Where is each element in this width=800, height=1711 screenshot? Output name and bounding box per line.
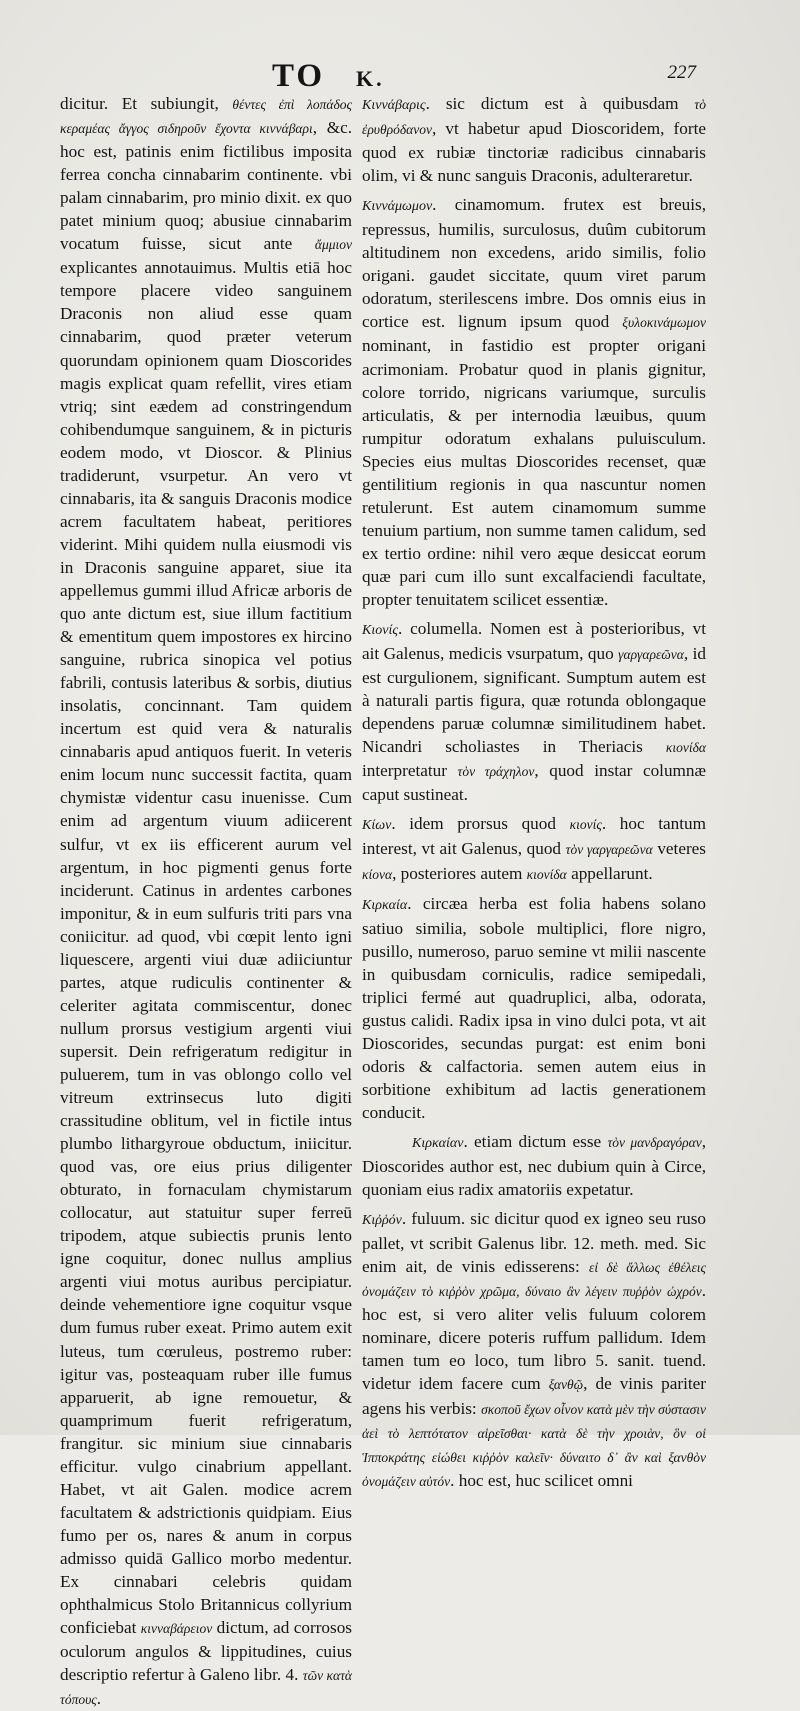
headword: Κιννάμωμον bbox=[362, 199, 433, 215]
greek-quotation: κιονίδα bbox=[526, 866, 567, 882]
lexicon-entry bbox=[362, 1130, 706, 1201]
headword: Κιρκαία bbox=[362, 897, 408, 913]
latin-text: interpretatur bbox=[362, 761, 458, 781]
latin-text: , &c. hoc est, patinis enim fictilibus imposita ferrea concha cinnabarim continente. vbi palam cinnabarim, pro minio dixit. ex quo patet minium quoq; abusiue cinnabarim vocatum fuisse, sicut ante bbox=[60, 118, 352, 254]
latin-text: . hoc est, si vero aliter velis fuluum colorem nominare, dicere poteris ruffum pallidum. Idem tamen tum eo loco, tum libro 5. sanit. tuend. videtur idem facere cum bbox=[362, 1281, 706, 1394]
latin-text: explicantes annotauimus. Multis etiā hoc tempore placere video sanguinem Draconis non aliud esse quam cinnabarim, quod præter veterum quorundam opinionem quam Dioscorides magis explicat quam refellit, vires etiam vtriq; sint eædem ad constringendum cohibendumque sanguinem, & in picturis eodem modo, vt Dioscor. & Plinius tradiderunt, vsurpetur. An vero vt cinnabaris, ita & sanguis Draconis modice acrem facultatem habeat, peritiores viderint. Mihi quidem nulla eiusmodi vis in Draconis sanguine apparet, siue ita appellemus gummi illud Africæ arboris de quo ante dictum est, siue illum factitium & ementitum quem impostores ex hircino sanguine, rubrica sinopica vel potius fabrili, contusis lateribus & sorbis, diutius insolatis, concinnant. Tam quidem incertum est quid vera & naturalis cinnabaris apud antiquos fuerit. In veteris enim locum nunc successit factita, quam chymistæ videntur casu inuenisse. Cum enim ad argentum viuum adiicerent sulfur, vt ex iis efficerent aurum vel argentum, in hoc pigmenti genus forte inciderunt. Catinus in ardentes carbones imponitur, & in eum sulfuris triti pars vna coniicitur. ad quod, vbi cœpit lento igni liquescere, argenti viui duæ adiiciuntur partes, atque rudiculis continenter & celeriter agitata commiscentur, donec nullum prorsus vestigium argenti viui supersit. Dein refrigeratum redigitur in puluerem, tum in vas oblongo collo vel vitreum extrinsecus luto digiti crassitudine oblitum, vel in fictile intus plumbo lithargyroue obductum, iniicitur. quod vas, ore eius prius diligenter obturato, in fornaculam chymistarum collocatur, aut statuitur super ferreū tripodem, atque subiectis prunis lento igne coquitur, donec nullus amplius argenti viui motus auribus percipiatur. deinde vehementiore igne coquitur vsque dum fumus ruber exeat. Primo autem exit luteus, tum cœruleus, postremo ruber: igitur vas, posteaquam ruber ille fumus apparuerit, ab igne remouetur, & quamprimum fuerit refrigeratum, frangitur. sic minium siue cinnabaris efficitur. vulgo cinabrium appellant. Habet, vt ait Galen. modice acrem facultatem & adstrictionis quidpiam. Eius fumo per os, nares & anum in corpus admisso quidā Gallico morbo medentur. Ex cinnabari celebris quidam ophthalmicus Stolo Britannicus collyrium conficiebat bbox=[60, 258, 352, 1638]
latin-text: veteres bbox=[652, 839, 706, 859]
latin-text: , vt habetur apud Dioscoridem, forte quod ex rubiæ tinctoriæ radicibus cinnabaris olim, vi & nunc sanguis Draconis, adulteraretur. bbox=[362, 119, 706, 186]
latin-text: . cinamomum. frutex est breuis, repressus, humilis, surculosus, duûm cubitorum altitudinem non excedens, arido similis, folio origani. gaudet siccitate, quum viret parum odoratum, sterilescens imbre. Dos omnis eius in cortice est. lignum ipsum quod bbox=[362, 195, 706, 332]
greek-quotation: τὸν γαργαρεῶνα bbox=[565, 842, 653, 858]
greek-quotation: τὸν μανδραγόραν bbox=[607, 1135, 702, 1151]
latin-text: dicitur. Et subiungit, bbox=[60, 94, 233, 113]
lexicon-entry bbox=[362, 812, 706, 885]
latin-text: . sic dictum est à quibusdam bbox=[425, 94, 695, 113]
lexicon-entry bbox=[362, 1207, 706, 1493]
latin-text: . columella. Nomen est à posterioribus, vt ait Galenus, medicis vsurpatum, quo bbox=[362, 619, 706, 664]
latin-text: , Dioscorides author est, nec dubium quin à Circe, quoniam eius radix amatoriis expetatur. bbox=[362, 1132, 706, 1200]
greek-quotation: σκοποῦ ἔχων οἶνον κατὰ μὲν τὴν σύστασιν ἀεὶ τὸ λεπτότατον αἱρεῖσθαι· κατὰ δὲ τὴν χροιὰν, ὃν οἱ Ἱπποκράτης εἰώθει κιῤῥὸν καλεῖν· δύναιτο δ᾽ ἂν καὶ ξανθὸν ὀνομάζειν αὐτόν bbox=[362, 1401, 706, 1489]
headword: Κίων bbox=[362, 818, 392, 834]
latin-text: , de vinis pariter agens his verbis: bbox=[362, 1374, 707, 1418]
lexicon-entry bbox=[362, 92, 706, 187]
greek-quotation: ξανθῷ bbox=[548, 1377, 584, 1393]
greek-quotation: τὸν τράχηλον bbox=[457, 764, 535, 780]
greek-quotation: κινναβάρειον bbox=[140, 1621, 213, 1637]
greek-quotation: κιονίδα bbox=[665, 740, 706, 756]
right-text-column bbox=[362, 92, 706, 1499]
latin-text: . fuluum. sic dicitur quod ex igneo seu ruso pallet, vt scribit Galenus libr. 12. meth. med. Sic enim ait, de vinis edisserens: bbox=[362, 1209, 706, 1277]
greek-quotation: τῶν κατὰ τόπους bbox=[60, 1668, 352, 1708]
latin-text: dictum, ad corrosos oculorum angulos & lippitudines, cuius descriptio refertur à Galeno libr. 4. bbox=[60, 1618, 352, 1685]
running-head-signature-mark: K. bbox=[356, 66, 385, 91]
latin-text: nominant, in fastidio est propter origani acrimoniam. Probatur quod in planis gignitur, colore torrido, nigricans variumque, surculis articulatis, & per internodia læuibus, quum rumpitur odoratum exhalans puluisculum. Species eius multas Dioscorides recenset, quæ gentilitium regionis in qua nascuntur nomen retulerunt. Est autem cinamomum summe tenuium partium, non summe tamen calidum, sed ex tertio ordine: nihil vero æque desiccat eorum quæ pari cum illo sunt excalfaciendi facultate, propter tenuitatem scilicet essentiæ. bbox=[362, 336, 706, 609]
page-number: 227 bbox=[667, 62, 696, 83]
lexicon-entry bbox=[362, 617, 706, 806]
latin-text: appellarunt. bbox=[566, 863, 653, 883]
lexicon-entry bbox=[362, 892, 706, 1124]
greek-quotation: ἄμμιον bbox=[314, 237, 352, 253]
headword: Κιονίς bbox=[362, 623, 399, 639]
greek-quotation: γαργαρεῶνα bbox=[618, 647, 684, 663]
latin-text: , posteriores autem bbox=[392, 863, 527, 883]
greek-quotation: κιονίς bbox=[569, 817, 602, 833]
headword: Κιῤῥόν bbox=[362, 1213, 402, 1229]
latin-text: . idem prorsus quod bbox=[391, 814, 570, 834]
latin-text: . hoc est, huc scilicet omni bbox=[450, 1470, 633, 1490]
running-head-left-mark: TO bbox=[272, 58, 326, 94]
latin-text: . circæa herba est folia habens solano satiuo similia, sobole multiplici, flore nigro, pusillo, numeroso, paruo semine vt milii nascente in quibusdam corniculis, radice semipedali, triplici fermé aut quadruplici, alba, odorata, gustus calidi. Radix ipsa in vino dulci pota, vt ait Dioscorides, secundas purgat: est enim boni odoris & calfactoria. semen autem eius in sorbitione exhibitum ad lactis generationem conducit. bbox=[362, 893, 706, 1122]
headword: Κιρκαίαν bbox=[412, 1136, 464, 1152]
latin-text: . bbox=[96, 1689, 102, 1709]
greek-quotation: ξυλοκινάμωμον bbox=[622, 315, 706, 331]
lexicon-entry bbox=[362, 193, 706, 611]
greek-quotation: εἰ δὲ ἄλλως ἐθέλεις ὀνομάζειν τὸ κιῤῥὸν χρῶμα, δύναιο ἂν λέγειν πυῤῥὸν ὠχρόν bbox=[362, 1260, 707, 1300]
latin-text: , id est curgulionem, significant. Sumptum autem est à naturali partis figura, quæ rotunda oblongaque dependens paruæ columnæ similitudinem habet. Nicandri scholiastes in Theriacis bbox=[362, 644, 706, 757]
greek-quotation: κίονα bbox=[362, 866, 393, 882]
latin-text: , quod instar columnæ caput sustineat. bbox=[362, 761, 706, 805]
latin-text: . etiam dictum esse bbox=[463, 1132, 608, 1152]
left-text-column bbox=[60, 92, 352, 1711]
greek-quotation: τὸ ἐρυθρόδανον bbox=[362, 97, 706, 138]
latin-text: . hoc tantum interest, vt ait Galenus, quod bbox=[362, 814, 706, 859]
paragraph bbox=[60, 92, 352, 1711]
headword: Κιννάβαρις bbox=[362, 98, 426, 113]
greek-quotation: θέντες ἐπὶ λοπάδος κεραμέας ἄγγος σιδηροῦν ἔχοντα κιννάβαρι bbox=[60, 97, 352, 137]
